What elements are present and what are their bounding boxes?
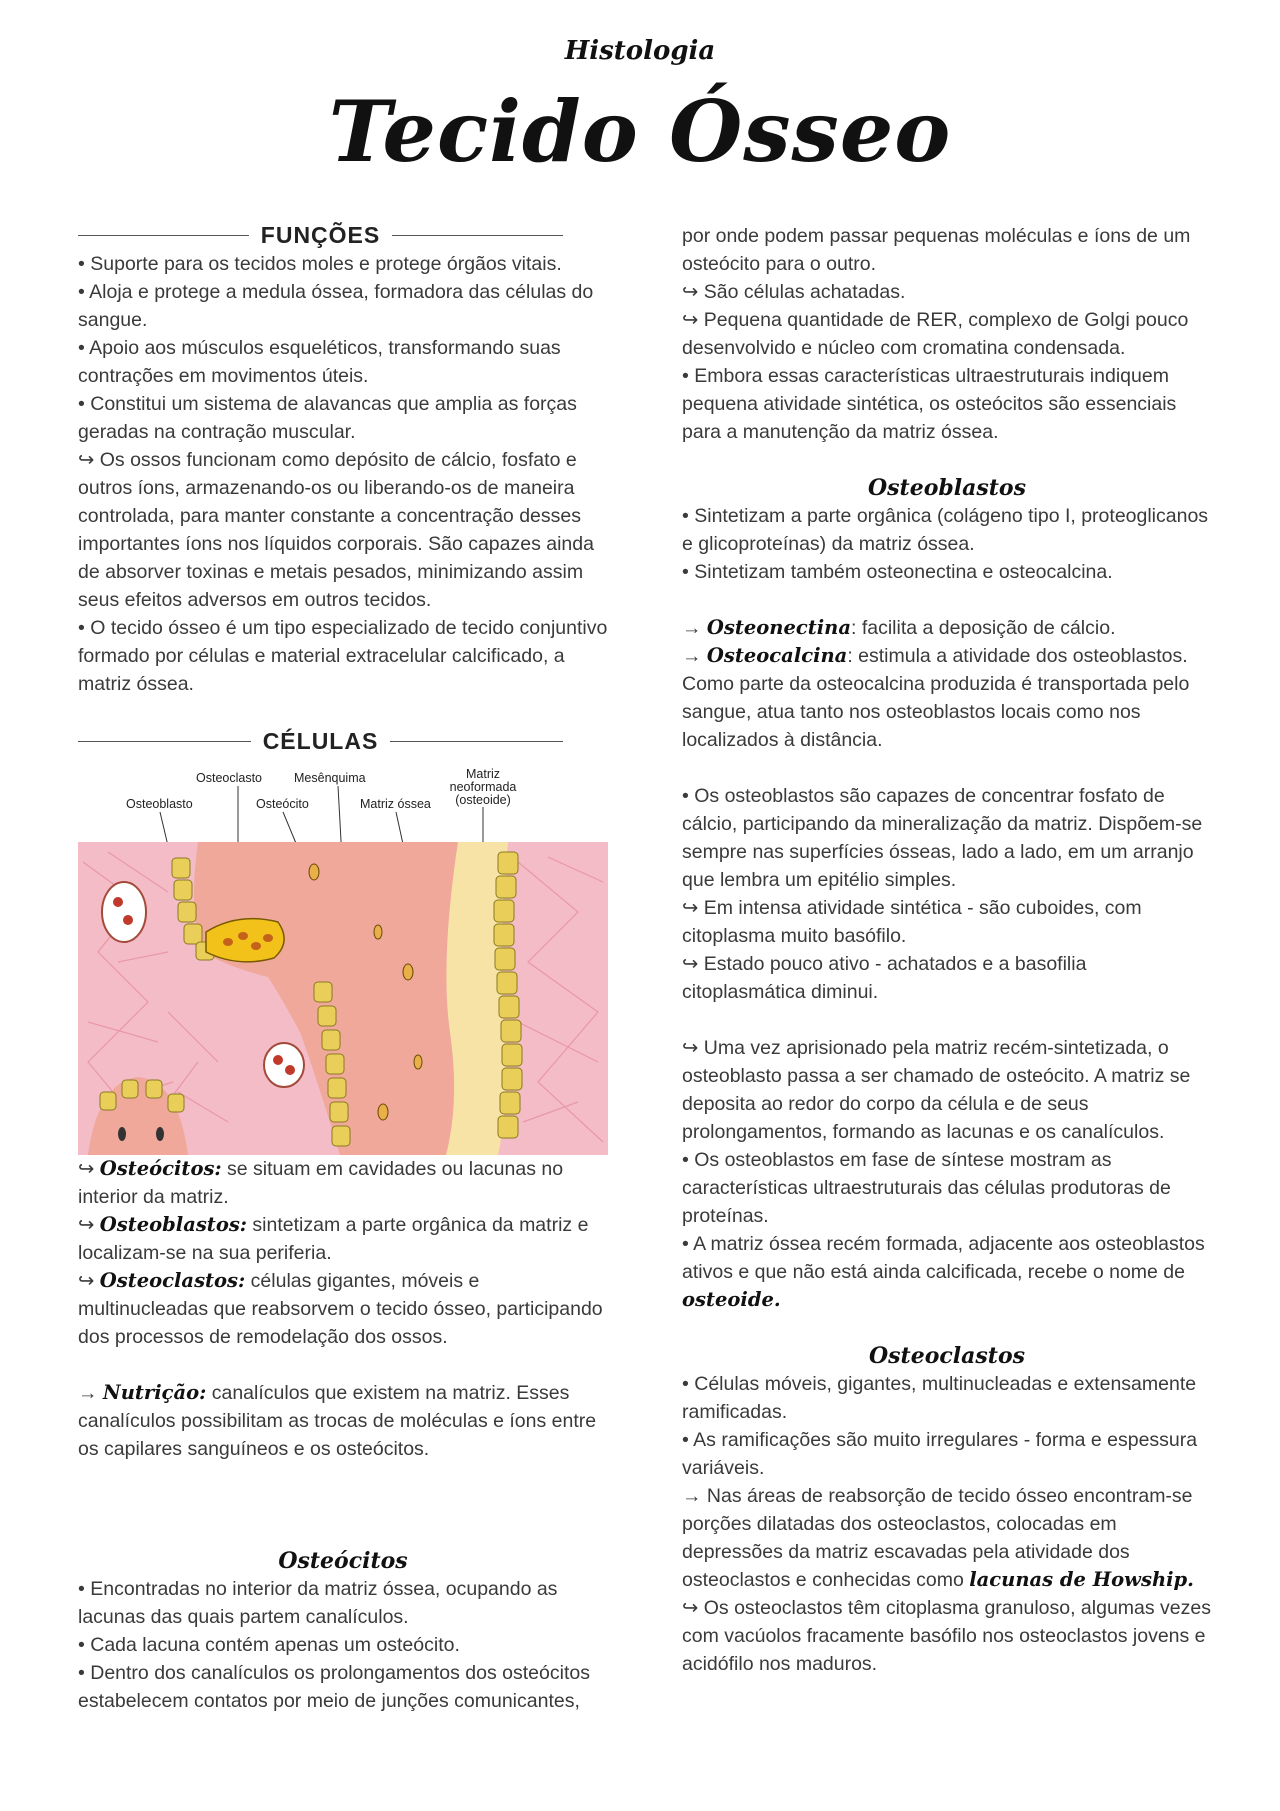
osteocitos-item: • Cada lacuna contém apenas um osteócito. — [78, 1634, 460, 1656]
divider — [78, 741, 251, 742]
osteocitos-cont-item: por onde podem passar pequenas moléculas e íons de um osteócito para o outro. — [682, 225, 1191, 275]
howship-item: → Nas áreas de reabsorção de tecido ósseo encontram-se porções dilatadas dos osteoclastos, colocadas em depressões da matriz escavadas pela atividade dos osteoclastos e conhecidas como lacunas de Howship. — [682, 1485, 1194, 1591]
label-mesenquima: Mesênquima — [294, 771, 366, 785]
left-column — [78, 220, 608, 1715]
divider — [390, 741, 563, 742]
nutricao-item: → Nutrição: canalículos que existem na matriz. Esses canalículos possibilitam as trocas de moléculas e íons entre os capilares sanguíneos e os osteócitos. — [78, 1381, 597, 1460]
osteocitos-cont-item: • Embora essas características ultraestruturais indiquem pequena atividade sintética, os osteócitos são essenciais para a manutenção da matriz óssea. — [682, 365, 1177, 443]
osteoblastos-detail: • Os osteoblastos em fase de síntese mostram as características ultraestruturais das células produtoras de proteínas. — [682, 1149, 1171, 1227]
osteoblastos-item: • Sintetizam a parte orgânica (colágeno tipo I, proteoglicanos e glicoproteínas) da matriz óssea. — [682, 505, 1209, 555]
osteocalcina-item: → Osteocalcina: estimula a atividade dos osteoblastos. Como parte da osteocalcina produzida é transportada pelo sangue, atua tanto nos osteoblastos locais como nos localizados à distância. — [682, 644, 1190, 751]
cell-item-osteoblastos: ↪ Osteoblastos: sintetizam a parte orgânica da matriz e localizam-se na sua periferia. — [78, 1213, 589, 1264]
label-osteoblasto: Osteoblasto — [126, 797, 193, 811]
label-matriz-ossea: Matriz óssea — [360, 797, 431, 811]
header-kicker: Histologia — [564, 36, 716, 66]
osteoblastos-detail: ↪ Estado pouco ativo - achatados e a basofilia citoplasmática diminui. — [682, 953, 1087, 1003]
page-title: Tecido Ósseo — [328, 82, 952, 181]
osteoclastos-end: ↪ Os osteoclastos têm citoplasma granuloso, algumas vezes com vacúolos fracamente basófilo nos osteoclastos jovens e acidófilo nos maduros. — [682, 1597, 1211, 1675]
osteoclastos-item: • Células móveis, gigantes, multinucleadas e extensamente ramificadas. — [682, 1373, 1197, 1423]
funcoes-item: • O tecido ósseo é um tipo especializado de tecido conjuntivo formado por células e material extracelular calcificado, a matriz óssea. — [78, 617, 608, 695]
label-osteocito: Osteócito — [256, 797, 309, 811]
osteoide-item: • A matriz óssea recém formada, adjacente aos osteoblastos ativos e que não está ainda calcificada, recebe o nome de osteoide. — [682, 1233, 1205, 1311]
funcoes-item: • Aloja e protege a medula óssea, formadora das células do sangue. — [78, 281, 594, 331]
subheading-osteoclastos: Osteoclastos — [869, 1343, 1025, 1369]
osteocitos-item: • Dentro dos canalículos os prolongamentos dos osteócitos estabelecem contatos por meio de junções comunicantes, — [78, 1662, 590, 1712]
osteocitos-item: • Encontradas no interior da matriz óssea, ocupando as lacunas das quais partem canalículos. — [78, 1578, 558, 1628]
funcoes-item: ↪ Os ossos funcionam como depósito de cálcio, fosfato e outros íons, armazenando-os ou liberando-os de maneira controlada, para manter constante a concentração desses importantes íons nos líquidos corporais. São capazes ainda de absorver toxinas e metais pesados, minimizando assim seus efeitos adversos em outros tecidos. — [78, 449, 594, 611]
section-label: CÉLULAS — [262, 728, 379, 754]
label-matriz-neoformada: Matriz neoformada (osteoide) — [449, 767, 517, 807]
osteoblastos-detail: ↪ Em intensa atividade sintética - são cuboides, com citoplasma muito basófilo. — [682, 897, 1142, 947]
cell-item-osteoclastos: ↪ Osteoclastos: células gigantes, móveis e multinucleadas que reabsorvem o tecido ósseo, participando dos processos de remodelação dos ossos. — [78, 1269, 603, 1348]
bone-cells-figure — [78, 762, 608, 1155]
subheading-osteoblastos: Osteoblastos — [868, 475, 1026, 501]
osteonectina-item: → Osteonectina: facilita a deposição de cálcio. — [682, 616, 1116, 639]
divider — [392, 235, 563, 236]
funcoes-item: • Constitui um sistema de alavancas que amplia as forças geradas na contração muscular. — [78, 393, 577, 443]
funcoes-item: • Apoio aos músculos esqueléticos, transformando suas contrações em movimentos úteis. — [78, 337, 561, 387]
histology-illustration — [78, 762, 608, 1155]
subheading-osteocitos: Osteócitos — [278, 1548, 408, 1574]
section-celulas-heading — [78, 726, 563, 756]
osteoblastos-detail: • Os osteoblastos são capazes de concentrar fosfato de cálcio, participando da mineralização da matriz. Dispõem-se sempre nas superfícies ósseas, lado a lado, em um arranjo que lembra um epitélio simples. — [682, 785, 1203, 891]
osteoblastos-detail: ↪ Uma vez aprisionado pela matriz recém-sintetizada, o osteoblasto passa a ser chamado de osteócito. A matriz se deposita ao redor do corpo da célula e de seus prolongamentos, formando as lacunas e os canalículos. — [682, 1037, 1191, 1143]
divider — [78, 235, 249, 236]
section-funcoes-heading — [78, 220, 563, 250]
label-osteoclasto: Osteoclasto — [196, 771, 263, 785]
osteocitos-cont-item: ↪ Pequena quantidade de RER, complexo de Golgi pouco desenvolvido e núcleo com cromatina condensada. — [682, 309, 1189, 359]
osteoblastos-item: • Sintetizam também osteonectina e osteocalcina. — [682, 561, 1113, 583]
osteoclastos-item: • As ramificações são muito irregulares - forma e espessura variáveis. — [682, 1429, 1198, 1479]
right-column — [682, 222, 1212, 1678]
cell-item-osteocitos: ↪ Osteócitos: se situam em cavidades ou lacunas no interior da matriz. — [78, 1157, 564, 1208]
osteocitos-cont-item: ↪ São células achatadas. — [682, 281, 906, 303]
funcoes-item: • Suporte para os tecidos moles e protege órgãos vitais. — [78, 253, 562, 275]
section-label: FUNÇÕES — [260, 222, 381, 248]
